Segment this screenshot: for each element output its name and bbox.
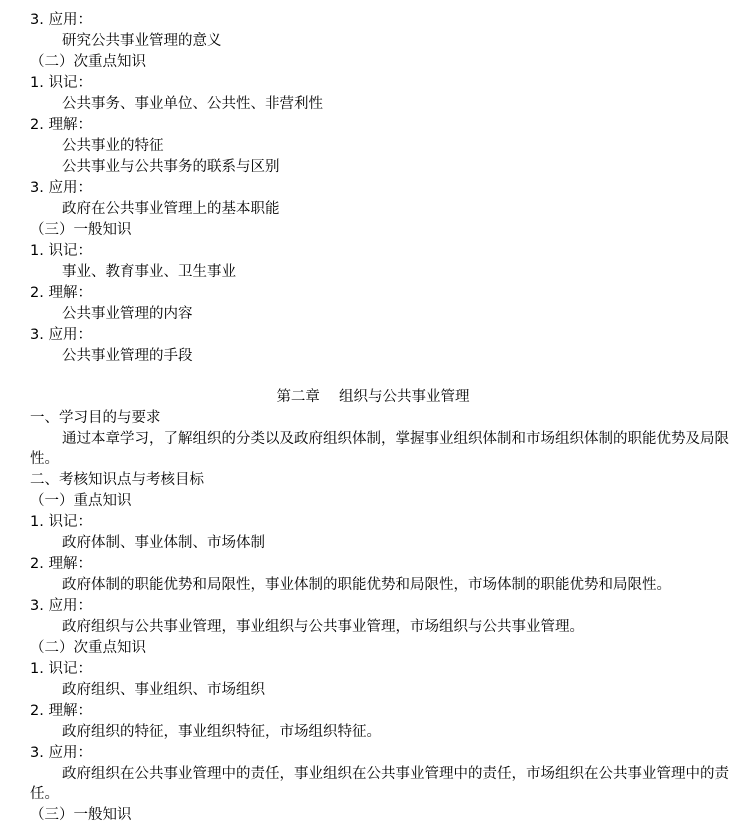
item-text: 政府组织的特征，事业组织特征，市场组织特征。 bbox=[62, 724, 381, 740]
item-heading: 3. 应用： bbox=[30, 180, 92, 196]
paragraph: 政府组织在公共事业管理中的责任，事业组织在公共事业管理中的责任，市场组织在公共事业管理中的责任。 bbox=[30, 766, 729, 802]
section-heading: （三）一般知识 bbox=[30, 222, 132, 238]
item-heading: 2. 理解： bbox=[30, 703, 92, 719]
section-heading: （二）次重点知识 bbox=[30, 54, 146, 70]
item-text: 政府组织、事业组织、市场组织 bbox=[62, 682, 265, 698]
section-heading: （一）重点知识 bbox=[30, 493, 132, 509]
part-heading: 二、考核知识点与考核目标 bbox=[30, 472, 204, 488]
item-heading: 2. 理解： bbox=[30, 556, 92, 572]
item-text: 公共事业管理的内容 bbox=[62, 306, 193, 322]
item-heading: 3. 应用： bbox=[30, 745, 92, 761]
item-heading: 1. 识记： bbox=[30, 661, 92, 677]
item-text: 公共事务、事业单位、公共性、非营利性 bbox=[62, 96, 323, 112]
item-text: 政府在公共事业管理上的基本职能 bbox=[62, 201, 280, 217]
item-heading: 1. 识记： bbox=[30, 75, 92, 91]
item-text: 事业、教育事业、卫生事业 bbox=[62, 264, 236, 280]
item-heading: 3. 应用： bbox=[30, 598, 92, 614]
section-heading: （二）次重点知识 bbox=[30, 640, 146, 656]
item-heading: 3. 应用： bbox=[30, 12, 92, 28]
item-text: 政府体制的职能优势和局限性，事业体制的职能优势和局限性，市场体制的职能优势和局限性。 bbox=[62, 577, 671, 593]
item-text: 研究公共事业管理的意义 bbox=[62, 33, 222, 49]
item-text: 公共事业与公共事务的联系与区别 bbox=[62, 159, 280, 175]
item-heading: 2. 理解： bbox=[30, 285, 92, 301]
paragraph: 通过本章学习，了解组织的分类以及政府组织体制，掌握事业组织体制和市场组织体制的职能优势及局限性。 bbox=[30, 431, 729, 467]
item-text: 公共事业管理的手段 bbox=[62, 348, 193, 364]
part-heading: 一、学习目的与要求 bbox=[30, 410, 161, 426]
item-text: 公共事业的特征 bbox=[62, 138, 164, 154]
item-heading: 3. 应用： bbox=[30, 327, 92, 343]
section-heading: （三）一般知识 bbox=[30, 807, 132, 823]
chapter-title: 第二章 组织与公共事业管理 bbox=[276, 389, 470, 405]
item-heading: 1. 识记： bbox=[30, 514, 92, 530]
item-text: 政府组织与公共事业管理，事业组织与公共事业管理，市场组织与公共事业管理。 bbox=[62, 619, 584, 635]
item-heading: 1. 识记： bbox=[30, 243, 92, 259]
item-text: 政府体制、事业体制、市场体制 bbox=[62, 535, 265, 551]
item-heading: 2. 理解： bbox=[30, 117, 92, 133]
